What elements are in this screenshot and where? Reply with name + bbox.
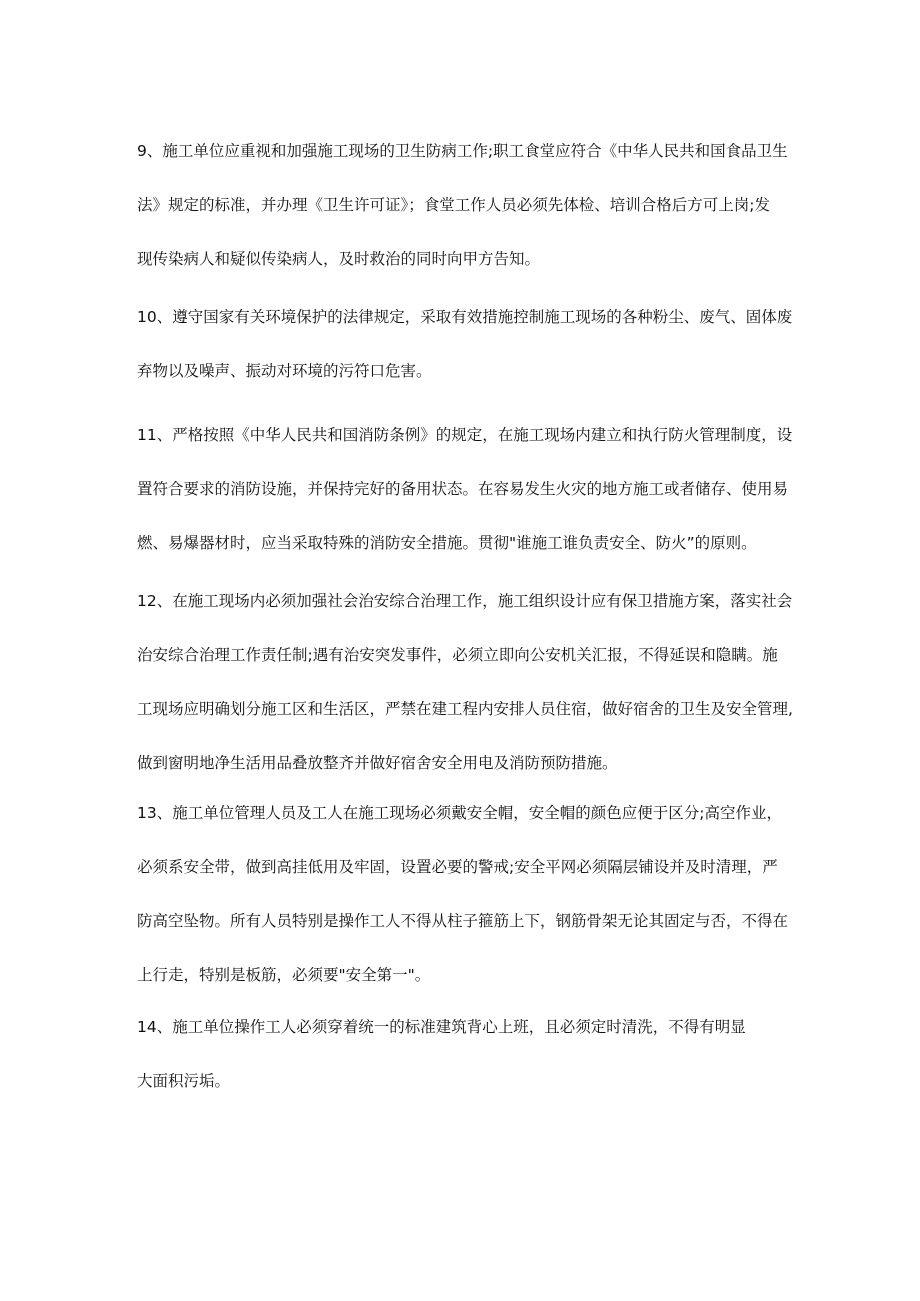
paragraph-line: 14、施工单位操作工人必须穿着统一的标准建筑背心上班，且必须定时清洗，不得有明显 — [137, 1018, 746, 1036]
paragraph-10 — [137, 290, 797, 398]
paragraph-line: 13、施工单位管理人员及工人在施工现场必须戴安全帽，安全帽的颜色应便于区分;高空作业， — [137, 804, 782, 822]
paragraph-13 — [137, 786, 797, 1002]
paragraph-line: 防高空坠物。所有人员特别是操作工人不得从柱子箍筋上下，钢筋骨架无论其固定与否，不得在 — [137, 912, 789, 930]
paragraph-line: 置符合要求的消防设施，并保持完好的备用状态。在容易发生火灾的地方施工或者储存、使用易 — [137, 480, 789, 498]
paragraph-line: 10、遵守国家有关环境保护的法律规定，采取有效措施控制施工现场的各种粉尘、废气、固体废 — [137, 308, 793, 326]
paragraph-line: 9、施工单位应重视和加强施工现场的卫生防病工作;职工食堂应符合《中华人民共和国食品卫生 — [137, 142, 788, 160]
paragraph-line: 做到窗明地净生活用品叠放整齐并做好宿舍安全用电及消防预防措施。 — [137, 754, 618, 772]
paragraph-line: 治安综合治理工作责任制;遇有治安突发事件，必须立即向公安机关汇报，不得延误和隐瞒。施 — [137, 646, 778, 664]
paragraph-line: 燃、易爆器材时，应当采取特殊的消防安全措施。贯彻"谁施工谁负责安全、防火”的原则。 — [137, 534, 757, 552]
paragraph-12 — [137, 574, 797, 790]
paragraph-line: 11、严格按照《中华人民共和国消防条例》的规定，在施工现场内建立和执行防火管理制度，设 — [137, 426, 793, 444]
paragraph-9 — [137, 124, 797, 286]
paragraph-line: 工现场应明确划分施工区和生活区，严禁在建工程内安排人员住宿，做好宿舍的卫生及安全管理, — [137, 700, 793, 718]
paragraph-14 — [137, 1000, 797, 1108]
paragraph-line: 现传染病人和疑似传染病人，及时救治的同时向甲方告知。 — [137, 250, 541, 268]
paragraph-line: 法》规定的标准，并办理《卫生许可证》；食堂工作人员必须先体检、培训合格后方可上岗;发 — [137, 196, 770, 214]
paragraph-line: 12、在施工现场内必须加强社会治安综合治理工作，施工组织设计应有保卫措施方案，落实社会 — [137, 592, 793, 610]
paragraph-line: 必须系安全带，做到高挂低用及牢固，设置必要的警戒;安全平网必须隔层铺设并及时清理，严 — [137, 858, 778, 876]
paragraph-line: 弃物以及噪声、振动对环境的污符口危害。 — [137, 362, 432, 380]
paragraph-line: 大面积污垢。 — [137, 1072, 231, 1090]
paragraph-line: 上行走，特别是板筋，必须要"安全第一"。 — [137, 966, 431, 984]
paragraph-11 — [137, 408, 797, 570]
